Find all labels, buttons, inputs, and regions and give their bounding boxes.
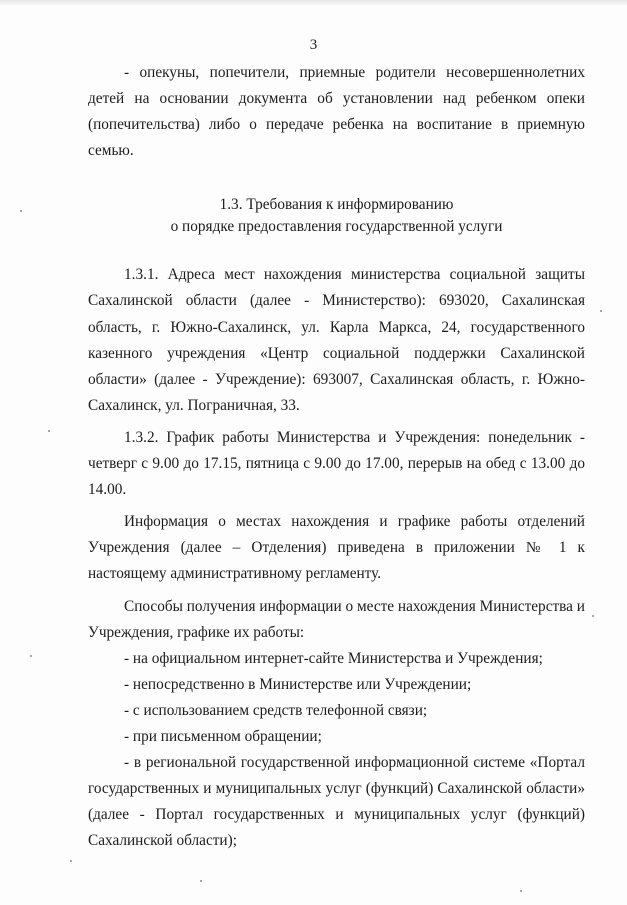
scan-speck <box>520 890 522 892</box>
document-body <box>88 60 585 854</box>
scan-speck <box>20 210 22 212</box>
list-item-phone: - с использованием средств телефонной связи; <box>124 701 428 719</box>
list-item-in-person: - непосредственно в Министерстве или Учреждении; <box>124 675 472 693</box>
intro-paragraph: - опекуны, попечители, приемные родители несовершеннолетних детей на основании документа об установлении над ребенком опеки (попечительства) либо о передаче ребенка на воспитание в приемную семью. <box>88 64 585 160</box>
scan-speck <box>600 310 602 312</box>
section-heading-line-2: о порядке предоставления государственной услуги <box>170 218 503 236</box>
section-heading-line-1: 1.3. Требования к информированию <box>219 196 454 214</box>
scan-speck <box>70 860 72 862</box>
list-item-portal: - в региональной государственной информационной системе «Портал государственных и муниципальных услуг (функций) Сахалинской области» (далее - Портал государственных и муниципальных услуг (функций) Сахалинской области); <box>88 754 585 850</box>
scan-speck <box>200 880 202 882</box>
list-item-written: - при письменном обращении; <box>124 727 322 745</box>
paragraph-addresses: 1.3.1. Адреса мест нахождения министерства социальной защиты Сахалинской области (далее - Министерство): 693020, Сахалинская область, г. Южно-Сахалинск, ул. Карла Маркса, 24, государственного казенного учреждения «Центр социальной поддержки Сахалинской области» (далее - Учреждение): 693007, Сахалинская область, г. Южно-Сахалинск, ул. Пограничная, 33. <box>88 266 585 414</box>
paragraph-branches-info: Информация о местах нахождения и графике работы отделений Учреждения (далее – Отделения) приведена в приложении № 1 к настоящему административному регламенту. <box>88 513 585 583</box>
list-item-website: - на официальном интернет-сайте Министерства и Учреждения; <box>124 649 543 667</box>
scan-speck <box>48 430 50 432</box>
paragraph-schedule: 1.3.2. График работы Министерства и Учреждения: понедельник - четверг с 9.00 до 17.15, пятница с 9.00 до 17.00, перерыв на обед с 13.00 до 14.00. <box>88 428 585 499</box>
scan-speck <box>30 655 32 657</box>
scan-speck <box>592 615 594 617</box>
paragraph-info-methods: Способы получения информации о месте нахождения Министерства и Учреждения, графике их работы: <box>88 597 585 641</box>
page-number: 3 <box>309 37 318 53</box>
section-heading <box>88 194 585 238</box>
scan-edge <box>0 0 627 6</box>
